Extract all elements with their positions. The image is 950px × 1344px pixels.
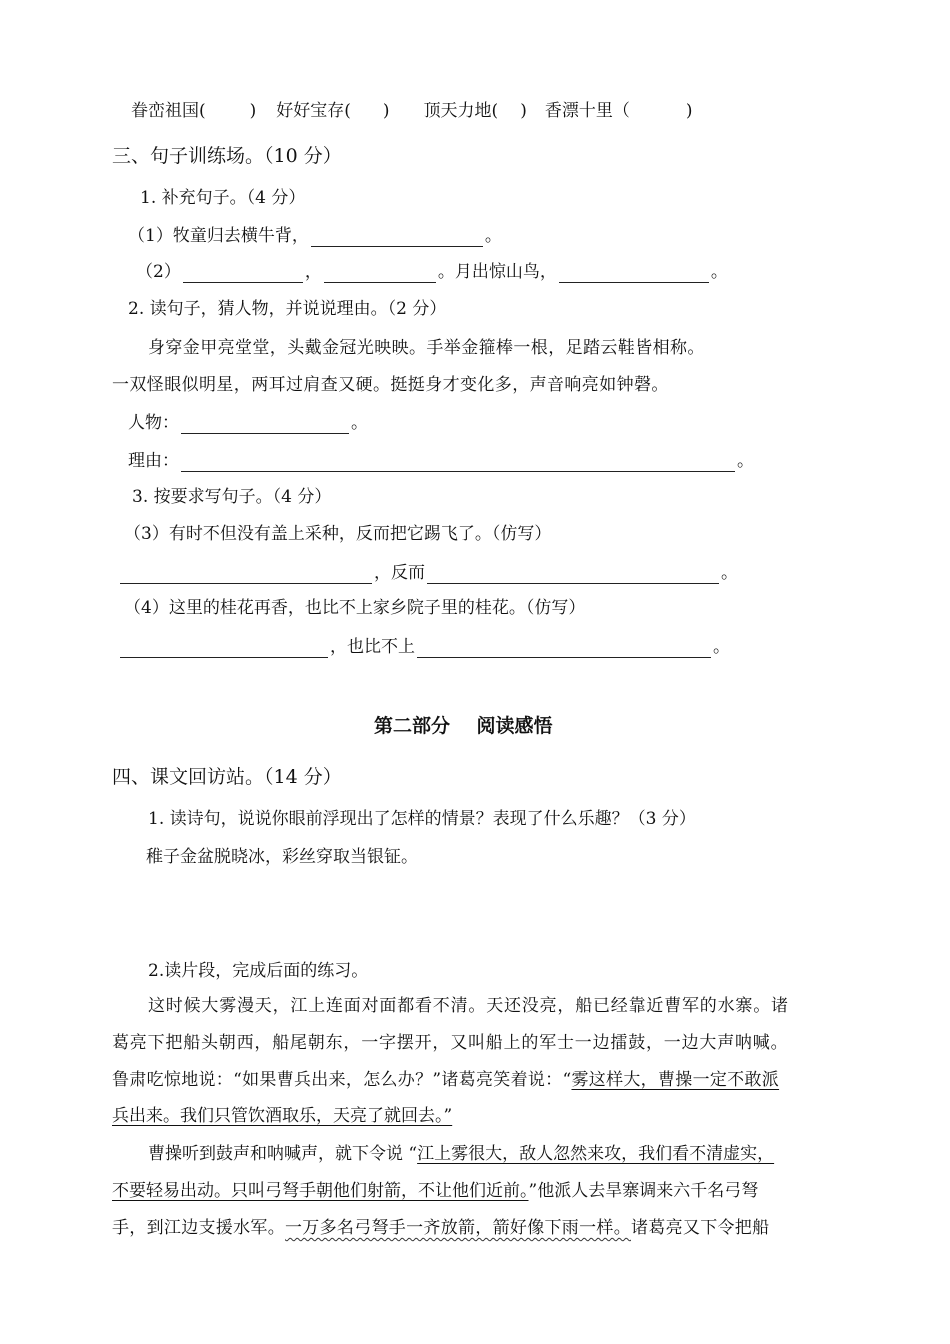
idiom-2-close: )	[382, 101, 390, 121]
answer-blank[interactable]	[417, 639, 711, 658]
q1-title: 1. 补充句子。（4 分）	[140, 188, 306, 208]
idiom-4: 香漂十里（	[544, 101, 630, 121]
q3-sentence3: （3）有时不但没有盖上采种，反而把它踢飞了。（仿写）	[124, 524, 552, 544]
q1-part1: （1）牧童归去横牛背， 。	[128, 226, 502, 246]
answer-blank[interactable]	[120, 639, 328, 658]
answer-blank[interactable]	[181, 453, 735, 472]
idiom-2: 好好宝存(	[276, 101, 351, 121]
idiom-1-close: )	[249, 101, 257, 121]
q3-title: 3. 按要求写句子。（4 分）	[132, 487, 332, 507]
answer-blank[interactable]	[181, 415, 349, 434]
idiom-4-close: )	[685, 101, 693, 121]
s4-q1-poem: 稚子金盆脱晓冰，彩丝穿取当银钲。	[146, 847, 418, 867]
answer-blank[interactable]	[559, 264, 709, 283]
q2-title: 2. 读句子，猜人物，并说说理由。（2 分）	[128, 299, 447, 319]
q1-part2: （2） ， 。月出惊山鸟， 。	[136, 262, 728, 282]
wavy-underlined-sentence: 一万多名弓弩手一齐放箭，箭好像下雨一样。	[285, 1218, 631, 1238]
passage1-line2: 葛亮下把船头朝西，船尾朝东，一字摆开，又叫船上的军士一边擂鼓，一边大声呐喊。	[112, 1033, 789, 1053]
idiom-correction-line	[131, 100, 692, 122]
answer-blank[interactable]	[311, 228, 483, 247]
q2-reason-line: 理由： 。	[128, 451, 754, 471]
q2-person-line: 人物： 。	[128, 413, 368, 433]
passage1-line3: 鲁肃吃惊地说：“如果曹兵出来，怎么办？”诸葛亮笑着说：“雾这样大，曹操一定不敢派	[112, 1070, 780, 1090]
answer-blank[interactable]	[183, 264, 303, 283]
part2-title: 第二部分 阅读感悟	[374, 715, 553, 737]
section3-title: 三、句子训练场。（10 分）	[112, 145, 342, 167]
underlined-sentence: 江上雾很大，敌人忽然来攻，我们看不清虚实，	[417, 1144, 775, 1164]
q3-sentence4-answer: ，也比不上 。	[118, 636, 730, 658]
passage1-line4	[112, 1105, 452, 1127]
s4-q1-title: 1. 读诗句，说说你眼前浮现出了怎样的情景？表现了什么乐趣？（3 分）	[148, 809, 696, 829]
underlined-sentence: 兵出来。我们只管饮酒取乐，天亮了就回去。”	[112, 1106, 453, 1126]
q2-passage-line2: 一双怪眼似明星，两耳过肩查又硬。挺挺身才变化多，声音响亮如钟磬。	[112, 375, 669, 395]
passage2-line2: 不要轻易出动。只叫弓弩手朝他们射箭，不让他们近前。”他派人去旱寨调来六千名弓弩	[112, 1181, 759, 1201]
passage2-line3: 手，到江边支援水军。一万多名弓弩手一齐放箭，箭好像下雨一样。诸葛亮又下令把船	[112, 1218, 770, 1238]
answer-blank[interactable]	[427, 565, 719, 584]
section4-title: 四、课文回访站。（14 分）	[112, 766, 342, 788]
q3-sentence4: （4）这里的桂花再香，也比不上家乡院子里的桂花。（仿写）	[124, 598, 586, 618]
underlined-sentence: 不要轻易出动。只叫弓弩手朝他们射箭，不让他们近前。	[112, 1181, 529, 1201]
q3-sentence3-answer: ，反而 。	[118, 562, 738, 584]
idiom-3: 顶天力地(	[423, 101, 499, 121]
passage1-line1: 这时候大雾漫天，江上连面对面都看不清。天还没亮，船已经靠近曹军的水寨。诸	[148, 996, 789, 1016]
idiom-3-close: )	[520, 101, 527, 121]
q2-passage-line1: 身穿金甲亮堂堂，头戴金冠光映映。手举金箍棒一根，足踏云鞋皆相称。	[148, 338, 705, 358]
s4-q2-title: 2.读片段，完成后面的练习。	[148, 961, 369, 981]
passage2-line1: 曹操听到鼓声和呐喊声，就下令说 “江上雾很大，敌人忽然来攻，我们看不清虚实，	[148, 1144, 775, 1164]
underlined-sentence: 雾这样大，曹操一定不敢派	[571, 1070, 780, 1090]
answer-blank[interactable]	[324, 264, 436, 283]
answer-blank[interactable]	[120, 565, 372, 584]
idiom-1: 眷峦祖国(	[131, 101, 206, 121]
